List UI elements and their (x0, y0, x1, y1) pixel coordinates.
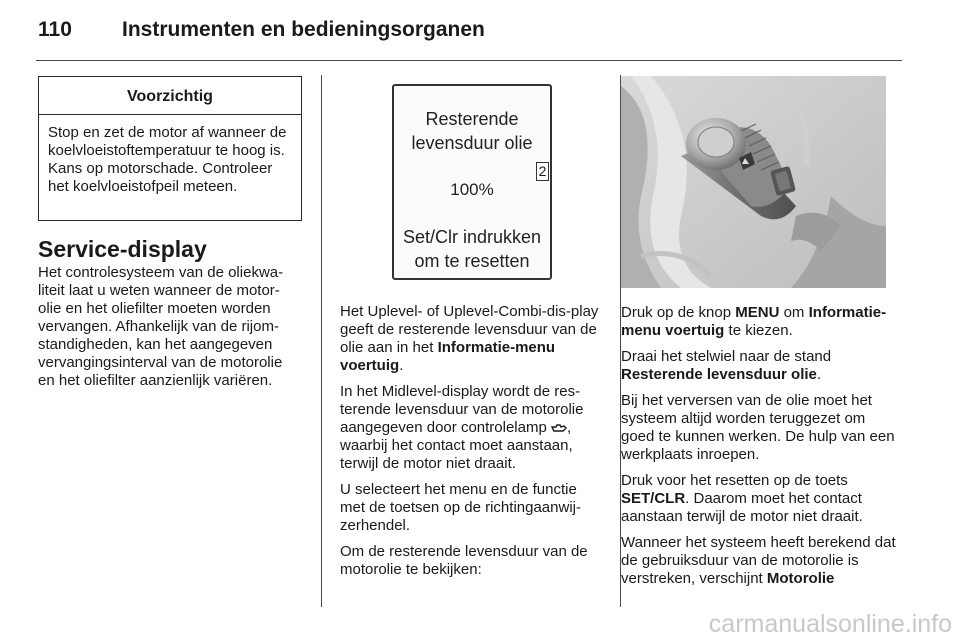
menu-key-bold: MENU (735, 304, 780, 321)
setclr-key-bold: SET/CLR (621, 490, 686, 507)
header-rule (36, 60, 902, 61)
paragraph-midlevel: In het Midlevel-display wordt de res-terende levensduur van de motorolie aangegeven door controlelamp , waarbij het contact moet aanstaan, terwijl de motor niet draait. (340, 383, 584, 472)
display-line-1: Resterende (425, 109, 519, 129)
column-divider-1 (321, 75, 322, 607)
display-illustration (340, 76, 604, 288)
caution-title: Voorzichtig (39, 77, 301, 115)
column-right-text (621, 304, 902, 588)
caution-box (38, 76, 302, 221)
page-header (38, 14, 922, 54)
menu-name-bold: Informatie-menu voertuig (340, 339, 556, 374)
column-middle-text (340, 303, 604, 579)
caution-text: Stop en zet de motor af wanneer de koelvloeistoftemperatuur te hoog is. Kans op motorschade. Controleer het koelvloeistofpeil meteen. (48, 124, 287, 195)
service-display-intro: Het controlesysteem van de oliekwa-liteit laat u weten wanneer de motor-olie en het oliefilter moeten worden vervangen. Afhankelijk van de rijom-standigheden, kan het aangegeven vervangingsinterval van de motorolie en het oliefilter aanzienlijk variëren. (38, 264, 284, 389)
display-percent: 100% (450, 180, 494, 199)
page-number: 110 (38, 18, 72, 41)
display-line-3: Set/Clr indrukken (402, 227, 542, 247)
paragraph-oil-expired: Wanneer het systeem heeft berekend dat de gebruiksduur van de motorolie is verstreken, verschijnt Motorolie (621, 534, 896, 587)
motorolie-bold: Motorolie (766, 570, 835, 587)
oil-life-bold: Resterende levensduur olie (621, 366, 817, 383)
column-middle (340, 76, 604, 579)
paragraph-uplevel: Het Uplevel- of Uplevel-Combi-dis-play geeft de resterende levensduur van de olie aan in het Informatie-menu voertuig. (340, 303, 599, 374)
display-line-2: levensduur olie (411, 133, 533, 153)
menu-name-bold-2: Informatie- menu voertuig (621, 304, 887, 339)
paragraph-view-oil-life: Om de resterende levensduur van de motorolie te bekijken: (340, 543, 588, 578)
display-badge: 2 (536, 162, 549, 181)
section-heading-service-display: Service-display (38, 236, 207, 262)
page-title: Instrumenten en bedieningsorganen (122, 18, 485, 41)
column-right (621, 76, 902, 588)
paragraph-press-menu: Druk op de knop MENU om Informatie- menu voertuig te kiezen. (621, 304, 887, 339)
paragraph-turn-wheel: Draai het stelwiel naar de stand Resterende levensduur olie. (621, 348, 832, 383)
stalk-photo (621, 76, 886, 288)
watermark: carmanualsonline.info (708, 610, 952, 638)
display-line-4: om te resetten (414, 251, 530, 271)
paragraph-select-menu: U selecteert het menu en de functie met de toetsen op de richtingaanwij-zerhendel. (340, 481, 581, 534)
paragraph-reset-press: Druk voor het resetten op de toets SET/CLR. Daarom moet het contact aanstaan terwijl de motor niet draait. (621, 472, 863, 525)
paragraph-reset-info: Bij het verversen van de olie moet het systeem altijd worden teruggezet om goed te kunnen werken. De hulp van een werkplaats inroepen. (621, 392, 895, 463)
steering-stalk-illustration (621, 76, 886, 288)
oil-service-icon (551, 423, 567, 433)
display-panel (392, 84, 552, 280)
column-left (38, 76, 302, 390)
